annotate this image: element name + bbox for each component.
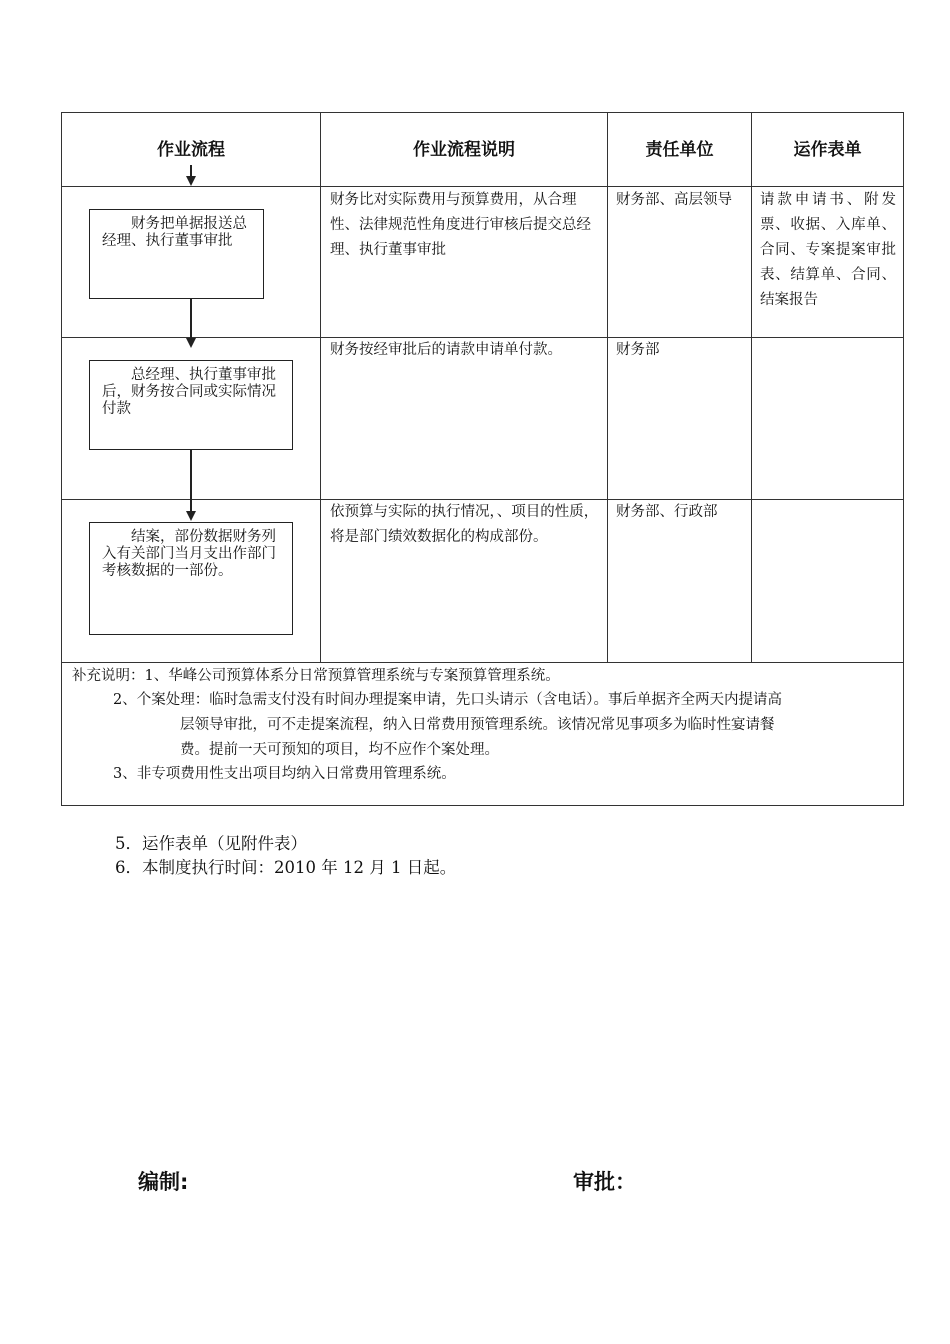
arrow-head-icon bbox=[186, 176, 196, 186]
row3-unit: 财务部、行政部 bbox=[616, 504, 718, 520]
flow-step-1 bbox=[89, 209, 264, 299]
header-flow: 作业流程 bbox=[157, 140, 225, 160]
flow-step-text: 总经理、执行董事审批后，财务按合同或实际情况付款 bbox=[102, 367, 276, 417]
flow-arrow bbox=[190, 299, 192, 338]
header-description: 作业流程说明 bbox=[413, 140, 515, 160]
column-divider bbox=[607, 113, 608, 662]
flow-step-2 bbox=[89, 360, 293, 450]
header-unit: 责任单位 bbox=[645, 140, 714, 160]
row-divider bbox=[62, 186, 903, 187]
process-table bbox=[61, 112, 904, 806]
arrow-head-icon bbox=[186, 338, 196, 348]
row1-description: 财务比对实际费用与预算费用，从合理性、法律规范性角度进行审核后提交总经理、执行董事审批 bbox=[330, 192, 591, 258]
column-divider bbox=[751, 113, 752, 662]
flow-arrow bbox=[190, 449, 192, 511]
flow-arrow bbox=[190, 165, 192, 176]
footer-item-5: 5．运作表单（见附件表） bbox=[115, 834, 307, 853]
row1-unit: 财务部、高层领导 bbox=[616, 192, 732, 208]
signature-approve: 审批： bbox=[573, 1170, 636, 1194]
supplement-line-3: 层领导审批，可不走提案流程，纳入日常费用预管理系统。该情况常见事项多为临时性宴请餐 bbox=[180, 717, 775, 733]
supplement-line-2: 2、个案处理：临时急需支付没有时间办理提案申请，先口头请示（含电话）。事后单据齐全两天内提请高 bbox=[113, 692, 782, 708]
flow-step-text: 结案，部份数据财务列入有关部门当月支出作部门考核数据的一部份。 bbox=[102, 529, 276, 579]
signature-compile: 编制: bbox=[138, 1170, 189, 1194]
row2-unit: 财务部 bbox=[616, 342, 660, 358]
header-forms: 运作表单 bbox=[793, 140, 862, 160]
flow-step-text: 财务把单据报送总经理、执行董事审批 bbox=[102, 216, 247, 249]
arrow-head-icon bbox=[186, 511, 196, 521]
supplement-line-4: 费。提前一天可预知的项目，均不应作个案处理。 bbox=[180, 742, 499, 758]
row1-forms: 请款申请书、附发票、收据、入库单、合同、专案提案审批表、结算单、合同、结案报告 bbox=[760, 192, 896, 308]
footer-item-6: 6．本制度执行时间：2010 年 12 月 1 日起。 bbox=[115, 858, 457, 877]
column-divider bbox=[320, 113, 321, 662]
supplement-line-1: 补充说明：1、华峰公司预算体系分日常预算管理系统与专案预算管理系统。 bbox=[72, 668, 560, 684]
supplement-line-5: 3、非专项费用性支出项目均纳入日常费用管理系统。 bbox=[113, 766, 456, 782]
flow-step-3 bbox=[89, 522, 293, 635]
row3-description: 依预算与实际的执行情况，、项目的性质，将是部门绩效数据化的构成部份。 bbox=[330, 504, 599, 545]
row2-description: 财务按经审批后的请款申请单付款。 bbox=[330, 342, 562, 358]
row-divider bbox=[62, 662, 903, 663]
